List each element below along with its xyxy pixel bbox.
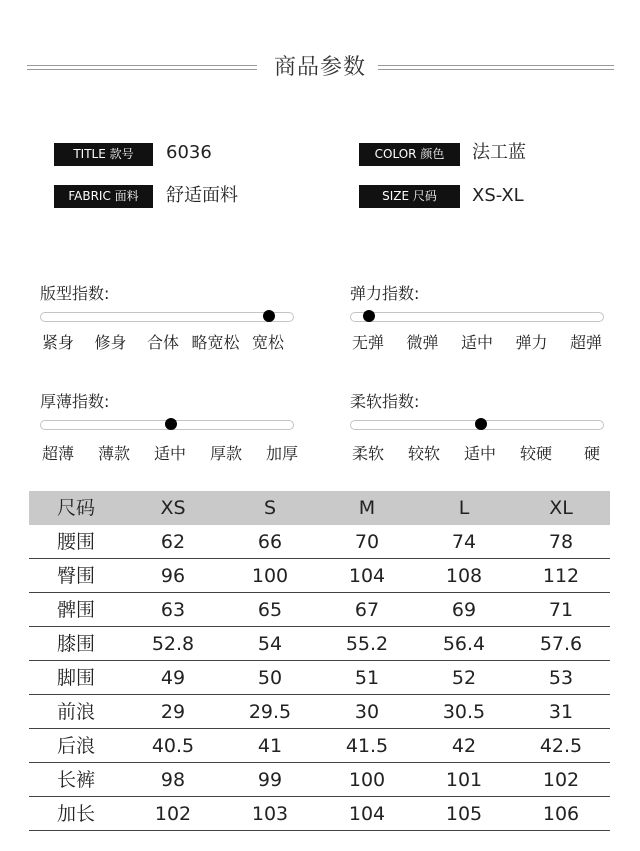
table-cell: 101 — [445, 769, 483, 791]
table-cell: 50 — [257, 667, 283, 689]
slider-tick-label: 略宽松 — [191, 333, 240, 352]
slider-tick-label: 合体 — [146, 333, 179, 352]
table-cell: 57.6 — [539, 633, 583, 655]
table-cell: 66 — [257, 531, 283, 553]
row-label-cell: 臀围 — [56, 565, 95, 587]
table-cell: 106 — [542, 803, 580, 825]
table-cell: 102 — [542, 769, 580, 791]
slider-label: 弹力指数: — [350, 284, 420, 303]
table-cell: 54 — [257, 633, 283, 655]
table-cell: 30 — [354, 701, 380, 723]
row-label-cell: 脚围 — [56, 667, 95, 689]
table-cell: 98 — [160, 769, 186, 791]
table-cell: 78 — [548, 531, 574, 553]
color-tag: COLOR 颜色 — [359, 143, 460, 166]
row-label-cell: 腰围 — [56, 531, 95, 553]
slider-tick-label: 薄款 — [97, 444, 130, 463]
slider-tick-label: 宽松 — [251, 333, 284, 352]
table-header-row — [29, 491, 610, 525]
slider-knob — [475, 418, 487, 430]
slider-tick-label: 柔软 — [351, 444, 384, 463]
table-cell: 55.2 — [345, 633, 389, 655]
slider-tick-label: 适中 — [153, 444, 186, 463]
size-tag: SIZE 尺码 — [359, 185, 460, 208]
table-cell: 103 — [251, 803, 289, 825]
slider-track — [350, 312, 604, 322]
row-label-cell: 髀围 — [56, 599, 95, 621]
slider-tick-label: 超弹 — [569, 333, 602, 352]
slider-tick-label: 微弹 — [406, 333, 439, 352]
slider-tick-label: 适中 — [463, 444, 496, 463]
slider-tick-label: 适中 — [460, 333, 493, 352]
slider-tick-label: 无弹 — [351, 333, 384, 352]
slider-label: 版型指数: — [40, 284, 110, 303]
table-header-cell: XS — [160, 497, 186, 519]
slider-tick-label: 硬 — [583, 444, 600, 463]
table-row — [29, 797, 610, 831]
row-label-cell: 膝围 — [56, 633, 95, 655]
fabric-tag: FABRIC 面料 — [54, 185, 153, 208]
table-cell: 53 — [548, 667, 574, 689]
row-label-cell: 前浪 — [56, 701, 95, 723]
slider-track — [40, 312, 294, 322]
table-header-cell: S — [263, 497, 277, 519]
row-label-cell: 长裤 — [56, 769, 95, 791]
row-label-cell: 后浪 — [56, 735, 95, 757]
table-cell: 108 — [445, 565, 483, 587]
title-value: 6036 — [166, 142, 212, 163]
page-title: 商品参数 — [273, 55, 366, 80]
size-table — [29, 491, 610, 831]
table-cell: 99 — [257, 769, 283, 791]
slider-knob — [263, 310, 275, 322]
table-cell: 70 — [354, 531, 380, 553]
row-label-cell: 加长 — [56, 803, 95, 825]
slider-tick-label: 紧身 — [41, 333, 74, 352]
table-header-cell: 尺码 — [56, 497, 95, 519]
slider-tick-label: 厚款 — [209, 444, 242, 463]
table-cell: 51 — [354, 667, 380, 689]
table-cell: 41.5 — [345, 735, 389, 757]
slider-tick-label: 较硬 — [519, 444, 552, 463]
color-value: 法工蓝 — [472, 142, 526, 163]
table-cell: 67 — [354, 599, 380, 621]
table-cell: 56.4 — [442, 633, 486, 655]
table-cell: 96 — [160, 565, 186, 587]
table-cell: 71 — [548, 599, 574, 621]
slider-knob — [363, 310, 375, 322]
size-value: XS-XL — [472, 185, 524, 206]
table-cell: 49 — [160, 667, 186, 689]
title-tag: TITLE 款号 — [54, 143, 153, 166]
slider-track — [350, 420, 604, 430]
fabric-value: 舒适面料 — [166, 185, 238, 206]
slider-label: 柔软指数: — [350, 392, 420, 411]
table-cell: 112 — [542, 565, 580, 587]
table-row — [29, 593, 610, 627]
table-cell: 52.8 — [151, 633, 195, 655]
slider-tick-label: 较软 — [407, 444, 440, 463]
table-cell: 74 — [451, 531, 477, 553]
table-cell: 41 — [257, 735, 283, 757]
table-row — [29, 559, 610, 593]
table-header-cell: M — [358, 497, 376, 519]
table-cell: 100 — [348, 769, 386, 791]
table-row — [29, 695, 610, 729]
table-row — [29, 763, 610, 797]
slider-tick-label: 超薄 — [41, 444, 74, 463]
header-rule-right — [378, 65, 614, 70]
table-cell: 104 — [348, 565, 386, 587]
table-header-cell: XL — [549, 497, 573, 519]
table-cell: 105 — [445, 803, 483, 825]
table-cell: 65 — [257, 599, 283, 621]
table-cell: 29.5 — [248, 701, 292, 723]
slider-knob — [165, 418, 177, 430]
table-row — [29, 729, 610, 763]
slider-tick-label: 修身 — [94, 333, 127, 352]
slider-label: 厚薄指数: — [40, 392, 110, 411]
table-cell: 62 — [160, 531, 186, 553]
slider-tick-label: 加厚 — [265, 444, 298, 463]
table-cell: 104 — [348, 803, 386, 825]
table-row — [29, 627, 610, 661]
table-row — [29, 525, 610, 559]
table-cell: 40.5 — [151, 735, 195, 757]
table-cell: 52 — [451, 667, 477, 689]
table-cell: 100 — [251, 565, 289, 587]
table-row — [29, 661, 610, 695]
table-cell: 29 — [160, 701, 186, 723]
table-header-cell: L — [458, 497, 470, 519]
slider-track — [40, 420, 294, 430]
table-cell: 42 — [451, 735, 477, 757]
table-cell: 69 — [451, 599, 477, 621]
slider-tick-label: 弹力 — [515, 333, 548, 352]
table-cell: 102 — [154, 803, 192, 825]
table-cell: 31 — [548, 701, 574, 723]
table-cell: 42.5 — [539, 735, 583, 757]
table-cell: 63 — [160, 599, 186, 621]
table-cell: 30.5 — [442, 701, 486, 723]
